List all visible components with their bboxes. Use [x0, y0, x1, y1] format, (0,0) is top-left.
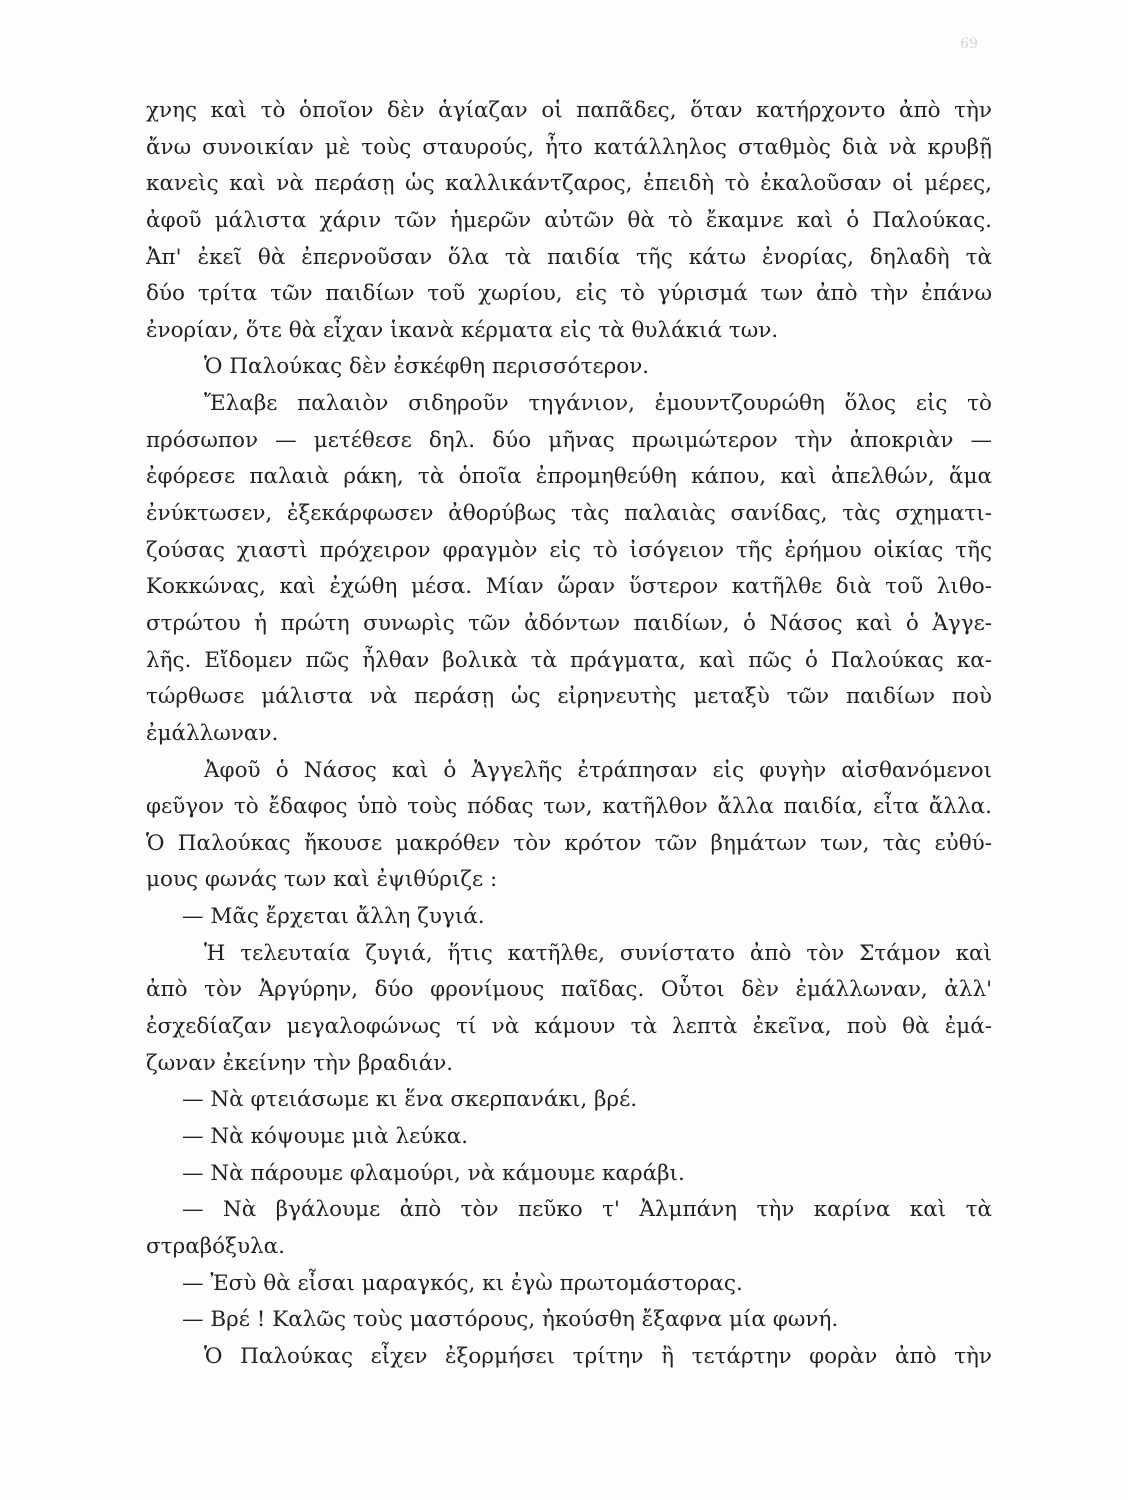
text-line: μους φωνάς των καὶ ἐψιθύριζε :	[146, 867, 498, 893]
text-line: στρώτου ἡ πρώτη συνωρὶς τῶν ἀδόντων παιδίων, ὁ Νάσος καὶ ὁ Ἀγγε-	[146, 610, 992, 636]
text-line: χνης καὶ τὸ ὁποῖον δὲν ἁγίαζαν οἱ παπᾶδες, ὅταν κατήρχοντο ἀπὸ τὴν	[146, 98, 992, 123]
paragraph-start: Ἔλαβε παλαιὸν σιδηροῦν τηγάνιον, ἐμουντζουρώθη ὅλος εἰς τὸ	[204, 391, 992, 417]
text-line: ζούσας χιαστὶ πρόχειρον φραγμὸν εἰς τὸ ἰσόγειον τῆς ἐρήμου οἰκίας τῆς	[146, 537, 992, 563]
dialogue-line: — Βρέ ! Καλῶς τοὺς μαστόρους, ἠκούσθη ἔξαφνα μία φωνή.	[182, 1307, 839, 1333]
text-line: ἀφοῦ μάλιστα χάριν τῶν ἡμερῶν αὐτῶν θὰ τὸ ἔκαμνε καὶ ὁ Παλούκας.	[146, 207, 992, 233]
text-line: ἐνύκτωσεν, ἐξεκάρφωσεν ἀθορύβως τὰς παλαιὰς σανίδας, τὰς σχηματι-	[146, 501, 992, 527]
text-line: φεῦγον τὸ ἔδαφος ὑπὸ τοὺς πόδας των, κατῆλθον ἄλλα παιδία, εἶτα ἄλλα.	[146, 794, 992, 820]
text-line: ζωναν ἐκείνην τὴν βραδιάν.	[146, 1050, 454, 1076]
paragraph-start: Ὁ Παλούκας εἶχεν ἐξορμήσει τρίτην ἢ τετάρτην φορὰν ἀπὸ τὴν	[204, 1343, 992, 1369]
text-line: Ὁ Παλούκας ἤκουσε μακρόθεν τὸν κρότον τῶν βημάτων των, τὰς εὐθύ-	[146, 830, 992, 856]
dialogue-line: — Ἐσὺ θὰ εἶσαι μαραγκός, κι ἐγὼ πρωτομάστορας.	[182, 1270, 743, 1296]
text-line: ἄνω συνοικίαν μὲ τοὺς σταυρούς, ἦτο κατάλληλος σταθμὸς διὰ νὰ κρυβῇ	[146, 134, 992, 160]
paragraph-start: Ἡ τελευταία ζυγιά, ἥτις κατῆλθε, συνίστατο ἀπὸ τὸν Στάμον καὶ	[204, 940, 992, 966]
text-line: ἐφόρεσε παλαιὰ ράκη, τὰ ὁποῖα ἐπρομηθεύθη κάπου, καὶ ἀπελθών, ἅμα	[146, 464, 992, 490]
text-line: Κοκκώνας, καὶ ἐχώθη μέσα. Μίαν ὥραν ὕστερον κατῆλθε διὰ τοῦ λιθο-	[146, 574, 992, 600]
body-text	[146, 93, 992, 1375]
text-line: ἐνορίαν, ὅτε θὰ εἶχαν ἱκανὰ κέρματα εἰς τὰ θυλάκιά των.	[146, 317, 779, 343]
text-line: πρόσωπον — μετέθεσε δηλ. δύο μῆνας πρωιμώτερον τὴν ἀποκριὰν —	[146, 427, 992, 453]
dialogue-line: — Νὰ πάρουμε φλαμούρι, νὰ κάμουμε καράβι.	[182, 1160, 685, 1186]
text-line: κανεὶς καὶ νὰ περάσῃ ὡς καλλικάντζαρος, ἐπειδὴ τὸ ἐκαλοῦσαν οἱ μέρες,	[146, 171, 992, 197]
text-line: ἀπὸ τὸν Ἀργύρην, δύο φρονίμους παῖδας. Οὗτοι δὲν ἐμάλλωναν, ἀλλ'	[146, 977, 992, 1003]
dialogue-line: — Νὰ φτειάσωμε κι ἕνα σκερπανάκι, βρέ.	[182, 1087, 638, 1113]
text-line: στραβόξυλα.	[146, 1233, 285, 1259]
paragraph-start: Ἀφοῦ ὁ Νάσος καὶ ὁ Ἀγγελῆς ἐτράπησαν εἰς φυγὴν αἰσθανόμενοι	[204, 757, 992, 783]
text-line: τώρθωσε μάλιστα νὰ περάσῃ ὡς εἰρηνευτὴς μεταξὺ τῶν παιδίων ποὺ	[146, 684, 992, 710]
text-line: λῆς. Εἴδομεν πῶς ἦλθαν βολικὰ τὰ πράγματα, καὶ πῶς ὁ Παλούκας κα-	[146, 647, 992, 673]
dialogue-line: — Νὰ κόψουμε μιὰ λεύκα.	[182, 1123, 469, 1149]
dialogue-line: — Νὰ βγάλουμε ἀπὸ τὸν πεῦκο τ' Ἀλμπάνη τὴν καρίνα καὶ τὰ	[182, 1197, 992, 1223]
paragraph-start: Ὁ Παλούκας δὲν ἐσκέφθη περισσότερον.	[204, 354, 650, 380]
page-number: 69	[960, 36, 978, 52]
dialogue-line: — Μᾶς ἔρχεται ἄλλη ζυγιά.	[182, 904, 485, 930]
text-line: Ἀπ' ἐκεῖ θὰ ἐπερνοῦσαν ὅλα τὰ παιδία τῆς κάτω ἐνορίας, δηλαδὴ τὰ	[146, 244, 992, 270]
text-line: δύο τρίτα τῶν παιδίων τοῦ χωρίου, εἰς τὸ γύρισμά των ἀπὸ τὴν ἐπάνω	[146, 281, 992, 307]
text-line: ἐμάλλωναν.	[146, 720, 279, 746]
text-line: ἐσχεδίαζαν μεγαλοφώνως τί νὰ κάμουν τὰ λεπτὰ ἐκεῖνα, ποὺ θὰ ἐμά-	[146, 1014, 992, 1040]
